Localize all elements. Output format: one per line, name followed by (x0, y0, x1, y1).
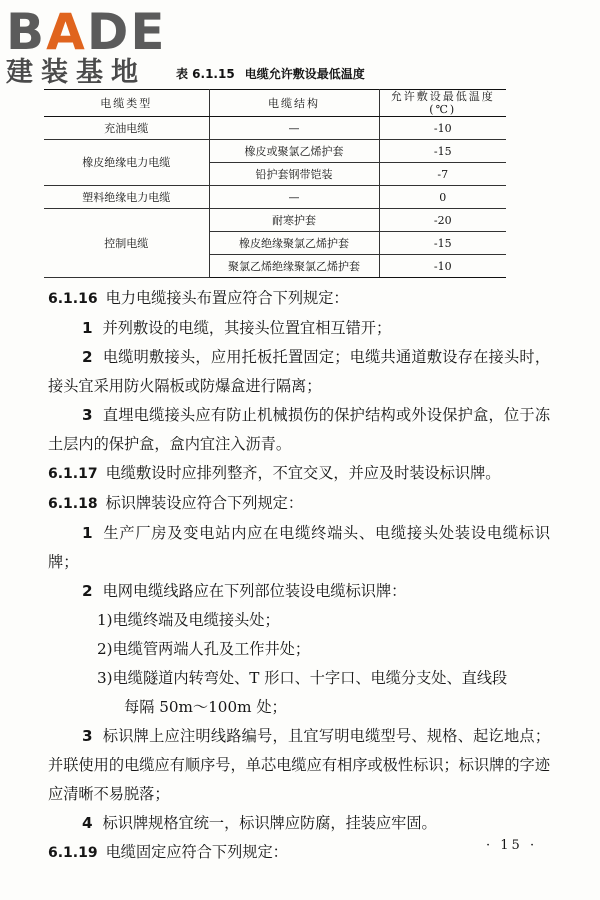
clause-text: 电缆固定应符合下列规定： (105, 843, 288, 861)
cell-type: 充油电缆 (44, 117, 209, 140)
cell-type: 橡皮绝缘电力电缆 (44, 140, 209, 186)
cell-structure: 聚氯乙烯绝缘聚氯乙烯护套 (209, 255, 379, 278)
table-row (44, 186, 506, 209)
item-text: 直埋电缆接头应有防止机械损伤的保护结构或外设保护盒，位于冻土层内的保护盒，盒内宜注入沥青。 (48, 406, 550, 453)
clause-number: 6.1.16 (48, 291, 98, 307)
clause-6-1-16 (48, 284, 550, 314)
header-min-temp: 允许敷设最低温度(℃) (379, 90, 506, 117)
table-row (44, 140, 506, 163)
cell-structure: 橡皮绝缘聚氯乙烯护套 (209, 232, 379, 255)
table-row (44, 209, 506, 232)
subitem-continuation: 每隔 50m～100m 处； (124, 698, 287, 716)
sub-list-item (48, 635, 550, 664)
item-number: 1 (82, 319, 93, 337)
list-item (48, 577, 550, 606)
header-cable-type: 电缆类型 (44, 90, 209, 117)
list-item (48, 401, 550, 459)
cell-temp: -15 (379, 140, 506, 163)
clause-text: 标识牌装设应符合下列规定： (105, 494, 304, 512)
cell-temp: -15 (379, 232, 506, 255)
item-number: 2 (82, 348, 93, 366)
subitem-number: 3) (97, 669, 113, 687)
item-text: 并列敷设的电缆，其接头位置宜相互错开； (102, 319, 392, 337)
table-row (44, 117, 506, 140)
item-number: 3 (82, 727, 93, 745)
cell-structure: — (209, 186, 379, 209)
clause-text: 电力电缆接头布置应符合下列规定： (105, 289, 349, 307)
cell-type: 塑料绝缘电力电缆 (44, 186, 209, 209)
list-item (48, 809, 550, 838)
clause-number: 6.1.17 (48, 466, 98, 482)
subitem-text: 电缆隧道内转弯处、T 形口、十字口、电缆分支处、直线段 (112, 669, 508, 687)
table-title: 电缆允许敷设最低温度 (244, 67, 365, 81)
cell-type: 控制电缆 (44, 209, 209, 278)
table-number: 表 6.1.15 (176, 67, 235, 81)
clause-6-1-17 (48, 459, 550, 489)
cell-structure: 橡皮或聚氯乙烯护套 (209, 140, 379, 163)
item-text: 生产厂房及变电站内应在电缆终端头、电缆接头处装设电缆标识牌； (48, 524, 550, 571)
clause-number: 6.1.19 (48, 845, 98, 861)
clause-6-1-18 (48, 489, 550, 519)
subitem-text: 电缆管两端人孔及工作井处； (112, 640, 311, 658)
table-caption (176, 66, 365, 82)
clause-6-1-19 (48, 838, 550, 868)
sub-list-item (48, 664, 550, 722)
header-cable-structure: 电缆结构 (209, 90, 379, 117)
table-header-row (44, 90, 506, 117)
sub-list-item (48, 606, 550, 635)
list-item (48, 722, 550, 809)
cell-temp: -20 (379, 209, 506, 232)
cell-temp: -10 (379, 255, 506, 278)
item-text: 标识牌上应注明线路编号，且宜写明电缆型号、规格、起讫地点；并联使用的电缆应有顺序号，单芯电缆应有相序或极性标识；标识牌的字迹应清晰不易脱落； (48, 727, 550, 803)
cell-structure: — (209, 117, 379, 140)
item-number: 2 (82, 582, 93, 600)
clause-text: 电缆敷设时应排列整齐，不宜交叉，并应及时装设标识牌。 (105, 464, 501, 482)
cell-temp: 0 (379, 186, 506, 209)
cell-temp: -10 (379, 117, 506, 140)
cell-structure: 铅护套钢带铠装 (209, 163, 379, 186)
item-number: 1 (82, 524, 93, 542)
body-text (48, 284, 550, 868)
subitem-text: 电缆终端及电缆接头处； (112, 611, 280, 629)
logo-chinese-name: 建装基地 (6, 57, 146, 88)
list-item (48, 314, 550, 343)
cell-temp: -7 (379, 163, 506, 186)
page-number: · 15 · (486, 838, 538, 853)
item-text: 电缆明敷接头，应用托板托置固定；电缆共通道敷设存在接头时，接头宜采用防火隔板或防爆盒进行隔离； (48, 348, 550, 395)
cable-temperature-table (44, 89, 506, 278)
subitem-number: 1) (97, 611, 113, 629)
logo-wordmark: BADE (6, 3, 167, 61)
list-item (48, 519, 550, 577)
item-number: 4 (82, 814, 93, 832)
item-text: 标识牌规格宜统一，标识牌应防腐，挂装应牢固。 (102, 814, 437, 832)
subitem-number: 2) (97, 640, 113, 658)
list-item (48, 343, 550, 401)
item-text: 电网电缆线路应在下列部位装设电缆标识牌： (102, 582, 407, 600)
cell-structure: 耐寒护套 (209, 209, 379, 232)
clause-number: 6.1.18 (48, 496, 98, 512)
item-number: 3 (82, 406, 93, 424)
